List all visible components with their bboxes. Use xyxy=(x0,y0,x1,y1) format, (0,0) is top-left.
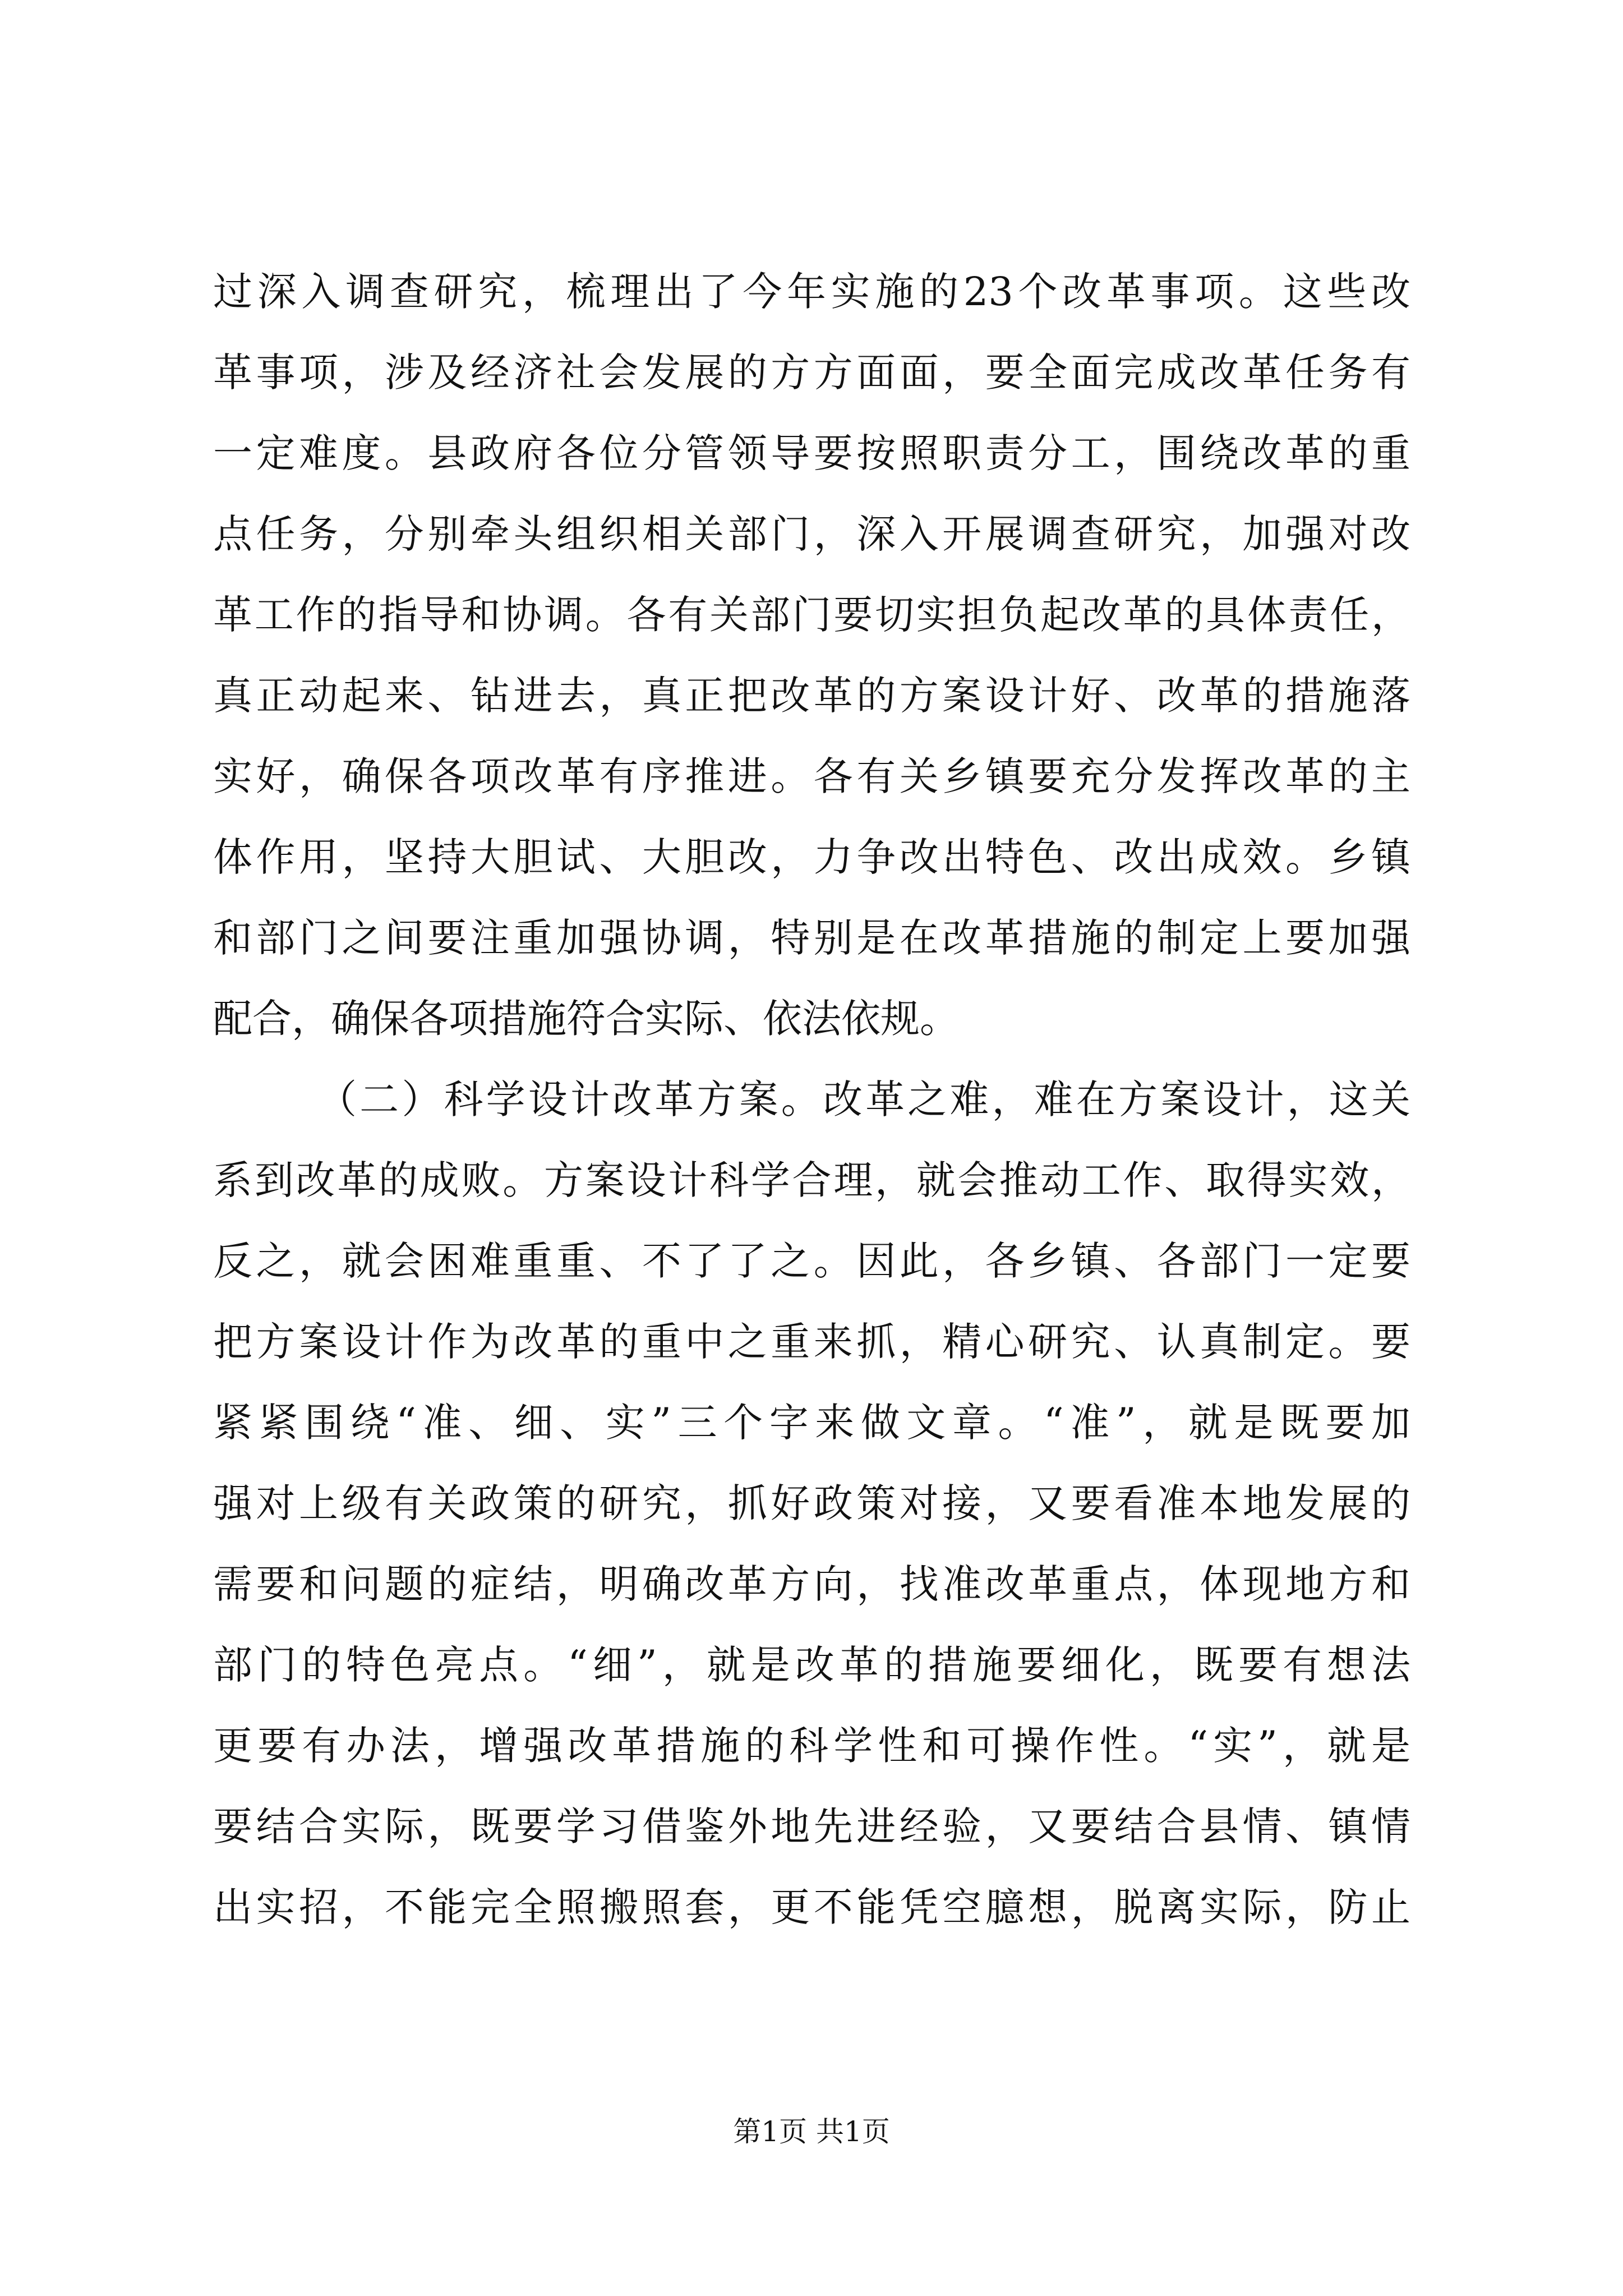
text-line: 把方案设计作为改革的重中之重来抓，精心研究、认真制定。要 xyxy=(213,1319,1410,1365)
page-footer xyxy=(0,2109,1623,2150)
text-line: 革事项，涉及经济社会发展的方方面面，要全面完成改革任务有 xyxy=(213,349,1410,395)
text-line: 过深入调查研究，梳理出了今年实施的23个改革事项。这些改 xyxy=(213,269,1410,315)
body-text xyxy=(213,251,1410,1948)
text-line: 出实招，不能完全照搬照套，更不能凭空臆想，脱离实际，防止 xyxy=(213,1884,1410,1930)
text-line: 一定难度。县政府各位分管领导要按照职责分工，围绕改革的重 xyxy=(213,430,1410,476)
text-line: 紧紧围绕“准、细、实”三个字来做文章。“准”，就是既要加 xyxy=(213,1400,1410,1446)
text-line: 配合，确保各项措施符合实际、依法依规。 xyxy=(213,996,959,1042)
text-line: 要结合实际，既要学习借鉴外地先进经验，又要结合县情、镇情 xyxy=(213,1803,1410,1849)
text-line: 实好，确保各项改革有序推进。各有关乡镇要充分发挥改革的主 xyxy=(213,753,1410,799)
text-line: 需要和问题的症结，明确改革方向，找准改革重点，体现地方和 xyxy=(213,1561,1410,1607)
text-line: 系到改革的成败。方案设计科学合理，就会推动工作、取得实效， xyxy=(213,1157,1410,1203)
text-line: 革工作的指导和协调。各有关部门要切实担负起改革的具体责任， xyxy=(213,592,1410,638)
text-line: 反之，就会困难重重、不了了之。因此，各乡镇、各部门一定要 xyxy=(213,1238,1410,1284)
text-line: 和部门之间要注重加强协调，特别是在改革措施的制定上要加强 xyxy=(213,915,1410,961)
section-heading-line: （二）科学设计改革方案。改革之难，难在方案设计，这关 xyxy=(317,1076,1410,1122)
text-line: 点任务，分别牵头组织相关部门，深入开展调查研究，加强对改 xyxy=(213,511,1410,557)
text-line: 部门的特色亮点。“细”，就是改革的措施要细化，既要有想法 xyxy=(213,1642,1410,1688)
text-line: 强对上级有关政策的研究，抓好政策对接，又要看准本地发展的 xyxy=(213,1480,1410,1526)
text-line: 体作用，坚持大胆试、大胆改，力争改出特色、改出成效。乡镇 xyxy=(213,834,1410,880)
text-line: 更要有办法，增强改革措施的科学性和可操作性。“实”，就是 xyxy=(213,1723,1410,1769)
page-number: 第1页 共1页 xyxy=(733,2115,890,2148)
text-line: 真正动起来、钻进去，真正把改革的方案设计好、改革的措施落 xyxy=(213,673,1410,719)
